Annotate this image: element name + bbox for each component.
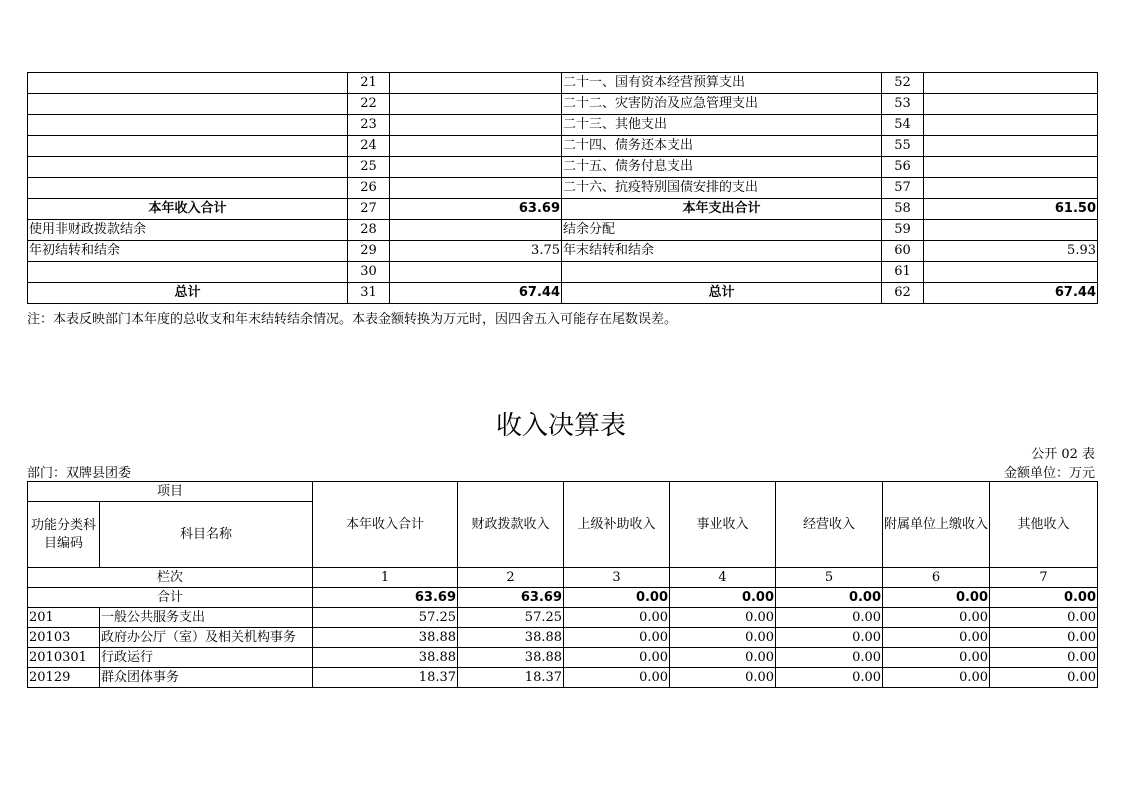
expense-line-number: 59 [882,220,924,241]
total-value: 63.69 [458,588,564,608]
income-value: 0.00 [564,668,670,688]
income-item-label: 总计 [28,283,348,304]
column-number: 4 [670,568,776,588]
expense-amount [924,73,1098,94]
table-code: 公开 02 表 [1031,447,1095,462]
subject-name: 行政运行 [100,648,313,668]
table-row [28,178,1098,199]
department-label: 部门：双牌县团委 [27,466,132,481]
expense-amount [924,157,1098,178]
header-col5: 经营收入 [776,482,883,568]
income-value: 18.37 [313,668,458,688]
income-value: 0.00 [776,648,883,668]
income-amount: 3.75 [390,241,562,262]
income-value: 0.00 [670,608,776,628]
income-item-label [28,136,348,157]
income-value: 38.88 [458,628,564,648]
page-title: 收入决算表 [495,411,626,441]
income-value: 0.00 [564,608,670,628]
total-value: 0.00 [564,588,670,608]
income-amount [390,157,562,178]
income-line-number: 31 [348,283,390,304]
column-number: 5 [776,568,883,588]
income-value: 0.00 [883,648,990,668]
header-col6: 附属单位上缴收入 [883,482,990,568]
header-func-code: 功能分类科目编码 [28,502,100,568]
summary-note: 注：本表反映部门本年度的总收支和年末结转结余情况。本表金额转换为万元时，因四舍五入可能存在尾数误差。 [27,312,678,327]
total-value: 63.69 [313,588,458,608]
income-amount: 63.69 [390,199,562,220]
income-item-label [28,262,348,283]
expense-item-label: 年末结转和结余 [562,241,882,262]
expense-amount [924,136,1098,157]
income-value: 57.25 [313,608,458,628]
expense-amount: 5.93 [924,241,1098,262]
expense-item-label [562,262,882,283]
income-amount [390,115,562,136]
expense-amount [924,115,1098,136]
income-value: 0.00 [990,608,1098,628]
income-value: 38.88 [313,628,458,648]
expense-amount [924,178,1098,199]
expense-amount [924,220,1098,241]
expense-line-number: 61 [882,262,924,283]
expense-line-number: 62 [882,283,924,304]
column-number: 2 [458,568,564,588]
expense-item-label: 二十六、抗疫特别国债安排的支出 [562,178,882,199]
income-value: 0.00 [564,648,670,668]
income-value: 0.00 [776,628,883,648]
column-number: 6 [883,568,990,588]
table-row [28,628,1098,648]
table-row [28,283,1098,304]
income-item-label: 使用非财政拨款结余 [28,220,348,241]
income-value: 38.88 [313,648,458,668]
income-line-number: 30 [348,262,390,283]
income-line-number: 25 [348,157,390,178]
income-value: 0.00 [670,668,776,688]
subject-code: 2010301 [28,648,100,668]
expense-item-label: 二十二、灾害防治及应急管理支出 [562,94,882,115]
table-row [28,115,1098,136]
income-line-number: 29 [348,241,390,262]
header-col1: 本年收入合计 [313,482,458,568]
income-value: 0.00 [564,628,670,648]
column-number: 3 [564,568,670,588]
income-value: 18.37 [458,668,564,688]
expense-line-number: 60 [882,241,924,262]
table-row [28,220,1098,241]
income-item-label [28,94,348,115]
income-line-number: 22 [348,94,390,115]
total-value: 0.00 [776,588,883,608]
expense-line-number: 54 [882,115,924,136]
income-value: 0.00 [670,648,776,668]
income-table [27,481,1098,688]
table-row [28,136,1098,157]
income-value: 38.88 [458,648,564,668]
expense-line-number: 53 [882,94,924,115]
subject-name: 一般公共服务支出 [100,608,313,628]
income-value: 0.00 [883,628,990,648]
header-col2: 财政拨款收入 [458,482,564,568]
expense-line-number: 58 [882,199,924,220]
expense-item-label: 结余分配 [562,220,882,241]
income-line-number: 28 [348,220,390,241]
header-subject-name: 科目名称 [100,502,313,568]
expense-line-number: 55 [882,136,924,157]
expense-item-label: 二十五、债务付息支出 [562,157,882,178]
income-amount [390,178,562,199]
income-line-number: 23 [348,115,390,136]
subject-code: 201 [28,608,100,628]
income-line-number: 24 [348,136,390,157]
total-value: 0.00 [670,588,776,608]
unit-label: 金额单位：万元 [1003,466,1095,481]
income-item-label: 年初结转和结余 [28,241,348,262]
income-value: 0.00 [990,628,1098,648]
expense-line-number: 52 [882,73,924,94]
header-col7: 其他收入 [990,482,1098,568]
total-value: 0.00 [883,588,990,608]
income-item-label: 本年收入合计 [28,199,348,220]
income-value: 0.00 [776,608,883,628]
column-number: 1 [313,568,458,588]
table-row [28,608,1098,628]
header-lanci: 栏次 [28,568,313,588]
total-label: 合计 [28,588,313,608]
income-line-number: 26 [348,178,390,199]
subject-name: 群众团体事务 [100,668,313,688]
column-number: 7 [990,568,1098,588]
summary-table [27,72,1098,304]
income-value: 0.00 [883,668,990,688]
expense-item-label: 总计 [562,283,882,304]
table-row [28,199,1098,220]
income-amount: 67.44 [390,283,562,304]
expense-line-number: 56 [882,157,924,178]
table-row [28,648,1098,668]
expense-item-label: 二十四、债务还本支出 [562,136,882,157]
header-project: 项目 [28,482,313,502]
subject-name: 政府办公厅（室）及相关机构事务 [100,628,313,648]
expense-amount [924,94,1098,115]
income-value: 0.00 [670,628,776,648]
expense-amount: 61.50 [924,199,1098,220]
expense-item-label: 二十一、国有资本经营预算支出 [562,73,882,94]
expense-item-label: 二十三、其他支出 [562,115,882,136]
header-col3: 上级补助收入 [564,482,670,568]
expense-amount [924,262,1098,283]
income-line-number: 27 [348,199,390,220]
income-item-label [28,115,348,136]
income-line-number: 21 [348,73,390,94]
income-amount [390,94,562,115]
income-value: 0.00 [990,668,1098,688]
income-value: 0.00 [776,668,883,688]
income-amount [390,262,562,283]
table-row [28,241,1098,262]
expense-amount: 67.44 [924,283,1098,304]
income-item-label [28,73,348,94]
table-row [28,94,1098,115]
expense-item-label: 本年支出合计 [562,199,882,220]
table-row [28,157,1098,178]
total-value: 0.00 [990,588,1098,608]
income-value: 0.00 [883,608,990,628]
header-col4: 事业收入 [670,482,776,568]
income-item-label [28,157,348,178]
income-value: 57.25 [458,608,564,628]
subject-code: 20129 [28,668,100,688]
income-amount [390,136,562,157]
table-row [28,668,1098,688]
income-value: 0.00 [990,648,1098,668]
income-amount [390,73,562,94]
income-item-label [28,178,348,199]
subject-code: 20103 [28,628,100,648]
income-amount [390,220,562,241]
expense-line-number: 57 [882,178,924,199]
table-row [28,262,1098,283]
table-row [28,73,1098,94]
